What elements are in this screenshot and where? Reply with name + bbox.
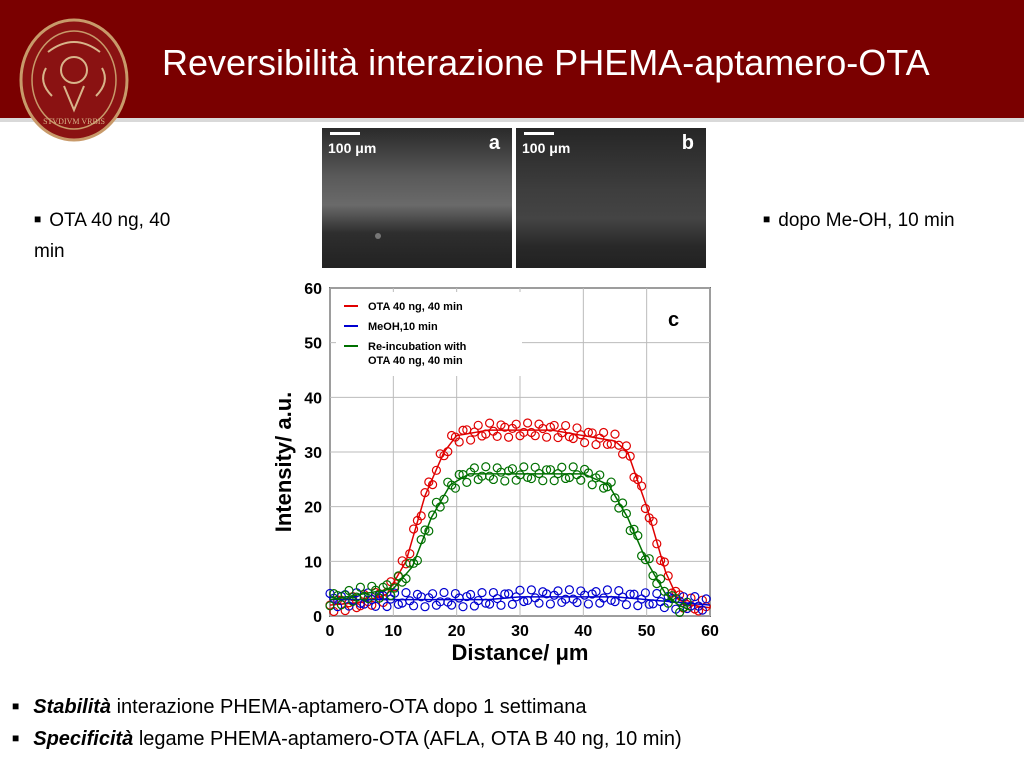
y-tick-label: 40 bbox=[304, 390, 322, 408]
y-tick-label: 20 bbox=[304, 499, 322, 517]
bullet-bold-term: Stabilità bbox=[33, 696, 112, 718]
bullet-square-icon: ■ bbox=[12, 731, 20, 745]
y-axis-label: Intensity/ a.u. bbox=[271, 391, 296, 533]
x-tick-label: 0 bbox=[325, 623, 335, 640]
legend-label: OTA 40 ng, 40 min bbox=[368, 301, 463, 313]
bullet-square-icon: ■ bbox=[763, 212, 771, 226]
scale-bar bbox=[330, 132, 360, 135]
panel-label-a: a bbox=[488, 132, 500, 154]
intensity-distance-chart bbox=[266, 274, 726, 666]
x-axis-label: Distance/ μm bbox=[451, 640, 589, 665]
bullet-text: interazione PHEMA-aptamero-OTA dopo 1 settimana bbox=[111, 696, 587, 718]
bullet-square-icon: ■ bbox=[12, 699, 20, 713]
right-bullet-text: dopo Me-OH, 10 min bbox=[778, 210, 955, 231]
micrograph-b bbox=[516, 128, 706, 268]
panel-label-b: b bbox=[681, 132, 694, 154]
x-tick-label: 60 bbox=[701, 623, 719, 640]
y-tick-label: 60 bbox=[304, 281, 322, 298]
bottom-bullet-stability bbox=[12, 696, 586, 719]
x-tick-label: 50 bbox=[637, 623, 656, 640]
x-tick-label: 30 bbox=[511, 623, 529, 640]
y-tick-label: 0 bbox=[313, 609, 322, 626]
legend-label: MeOH,10 min bbox=[368, 321, 438, 333]
bottom-bullet-specificity bbox=[12, 728, 682, 751]
panel-label-c: c bbox=[668, 309, 680, 331]
legend-label: OTA 40 ng, 40 min bbox=[368, 355, 463, 367]
scale-bar bbox=[524, 132, 554, 135]
bullet-square-icon: ■ bbox=[34, 212, 42, 226]
legend-label: Re-incubation with bbox=[368, 341, 467, 353]
micrograph-a bbox=[322, 128, 512, 268]
bullet-text: legame PHEMA-aptamero-OTA (AFLA, OTA B 40 ng, 10 min) bbox=[133, 728, 682, 750]
bullet-bold-term: Specificità bbox=[33, 728, 134, 750]
scale-label: 100 μm bbox=[328, 140, 377, 156]
x-tick-label: 20 bbox=[447, 623, 466, 640]
left-bullet-text-line2: min bbox=[34, 241, 65, 262]
y-tick-label: 10 bbox=[304, 554, 322, 572]
x-tick-label: 40 bbox=[574, 623, 593, 640]
left-bullet-text-line1: OTA 40 ng, 40 bbox=[49, 210, 171, 231]
y-tick-label: 50 bbox=[304, 335, 322, 353]
left-bullet bbox=[34, 204, 170, 267]
slide-title: Reversibilità interazione PHEMA-aptamero-OTA bbox=[162, 42, 930, 83]
title-bar-divider bbox=[0, 118, 1024, 122]
right-bullet bbox=[763, 204, 955, 236]
scale-label: 100 μm bbox=[522, 140, 571, 156]
svg-text:STVDIVM VRBIS: STVDIVM VRBIS bbox=[43, 117, 105, 126]
y-tick-label: 30 bbox=[304, 445, 322, 462]
x-tick-label: 10 bbox=[384, 623, 403, 640]
university-seal-logo bbox=[18, 12, 130, 142]
